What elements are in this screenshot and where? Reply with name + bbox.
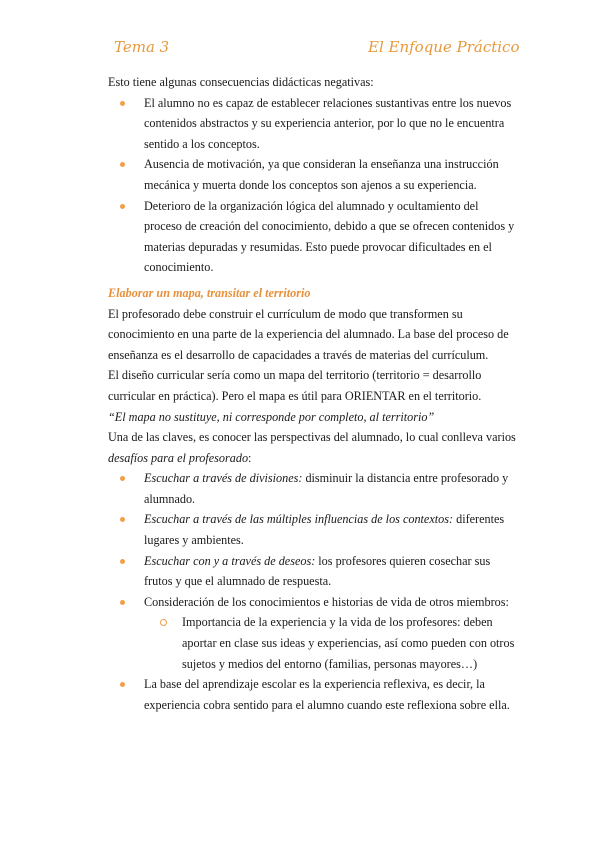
paragraph: El profesorado debe construir el currículum de modo que transformen su conocimiento en una parte de la experiencia del alumnado. La base del proceso de enseñanza es el desarrollo de capacidades a través de materias del currículum. [108,306,509,362]
intro-text: Esto tiene algunas consecuencias didácticas negativas: [108,75,374,89]
list-item: La base del aprendizaje escolar es la experiencia reflexiva, es decir, la experiencia cobra sentido para el alumno cuando este reflexiona sobre ella. [108,674,518,715]
item-emphasis: Escuchar con y a través de deseos: [144,553,316,568]
list-item [108,551,518,592]
page-header [114,38,520,58]
list-item [108,468,518,509]
item-text: Consideración de los conocimientos e historias de vida de otros miembros: [144,594,509,609]
list-item [108,592,518,613]
paragraph-end: : [248,450,252,465]
item-emphasis: Escuchar a través de las múltiples influencias de los contextos: [144,512,454,527]
item-text: los profesores quieren cosechar sus frutos y que el alumnado de respuesta. [144,553,491,589]
paragraph-emphasis: desafíos para el profesorado [108,450,249,465]
consequences-list [108,93,518,278]
section-heading: Elaborar un mapa, transitar el territorio [108,285,311,300]
challenges-list [108,468,518,612]
list-item: Ausencia de motivación, ya que consideran la enseñanza una instrucción mecánica y muerta donde los conceptos son ajenos a su experiencia. [108,154,518,195]
sub-list [108,612,518,674]
quote-text: “El mapa no sustituye, ni corresponde por completo, al territorio” [108,409,435,424]
list-item: El alumno no es capaz de establecer relaciones sustantivas entre los nuevos contenidos abstractos y su experiencia anterior, por lo que no le encuentra sentido a los conceptos. [108,93,518,155]
list-item: Deterioro de la organización lógica del alumnado y ocultamiento del proceso de creación del conocimiento, debido a que se ofrecen contenidos y materias depuradas y resumidas. Esto puede provocar dificultades en el conocimiento. [108,196,518,278]
list-item [108,509,518,550]
sub-list-item: Importancia de la experiencia y la vida de los profesores: deben aportar en clase sus ideas y experiencias, así como pueden con otros sujetos y medios del entorno (familias, personas mayores…) [108,612,518,674]
item-text: disminuir la distancia entre profesorado y alumnado. [144,471,509,506]
item-text: diferentes lugares y ambientes. [144,512,505,548]
document-body [108,72,518,715]
paragraph [108,427,518,468]
header-title: El Enfoque Práctico [368,38,520,56]
item-emphasis: Escuchar a través de divisiones: [144,471,303,486]
final-list [108,674,518,715]
paragraph: El diseño curricular sería como un mapa del territorio (territorio = desarrollo curricular en práctica). Pero el mapa es útil para ORIENTAR en el territorio. [108,368,482,403]
paragraph-text: Una de las claves, es conocer las perspectivas del alumnado, lo cual conlleva varios [108,430,516,445]
header-topic: Tema 3 [114,38,170,56]
